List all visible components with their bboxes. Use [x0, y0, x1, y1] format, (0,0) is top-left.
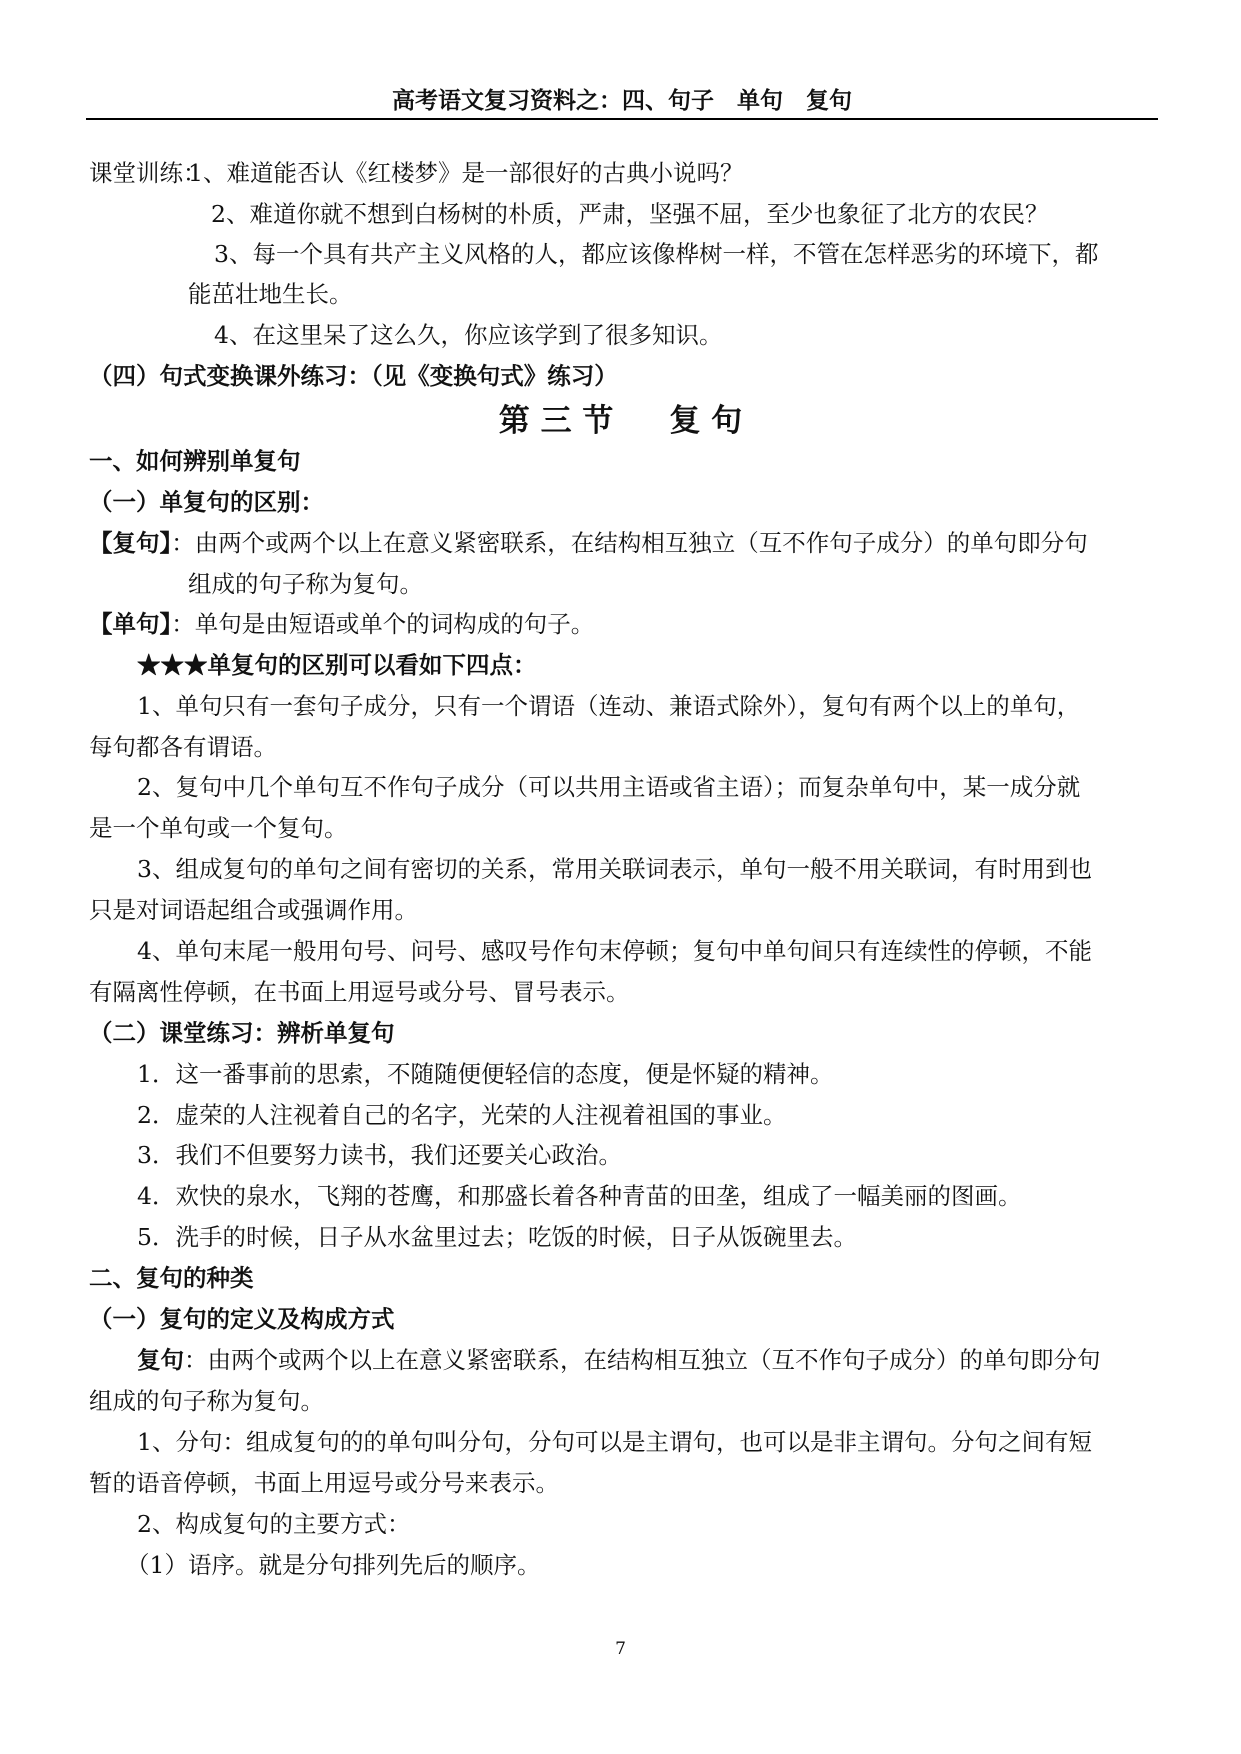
heading-2-1: （一）复句的定义及构成方式: [89, 1305, 395, 1333]
def2-line2: 组成的句子称为复句。: [89, 1387, 324, 1415]
page-header: 高考语文复习资料之：四、句子 单句 复句: [86, 84, 1158, 120]
clause-line1: 1、分句：组成复句的的单句叫分句，分句可以是主谓句，也可以是非主谓句。分句之间有短: [137, 1428, 1092, 1456]
clause-line2: 暂的语音停顿，书面上用逗号或分号来表示。: [89, 1469, 559, 1497]
section-title-name: 复 句: [669, 403, 743, 439]
point-2: 2、复句中几个单句互不作句子成分（可以共用主语或省主语）；而复杂单句中，某一成分就: [137, 773, 1081, 801]
point-1: 1、单句只有一套句子成分，只有一个谓语（连动、兼语式除外），复句有两个以上的单句，: [137, 692, 1081, 720]
def2-term: 复句: [137, 1346, 184, 1374]
page-number: 7: [615, 1639, 626, 1659]
exercise-4: 4．欢快的泉水，飞翔的苍鹰，和那盛长着各种青苗的田垄，组成了一幅美丽的图画。: [137, 1182, 1022, 1210]
def2-text: ：由两个或两个以上在意义紧密联系，在结构相互独立（互不作句子成分）的单句即分句: [184, 1346, 1101, 1374]
def-complex-term: 【复句】: [89, 529, 172, 557]
exercise-3: 3．我们不但要努力读书，我们还要关心政治。: [137, 1141, 622, 1169]
stars-heading: ★★★单复句的区别可以看如下四点：: [137, 651, 537, 679]
practice-item-4: 4、在这里呆了这么久，你应该学到了很多知识。: [214, 321, 723, 349]
def-simple: [89, 609, 594, 639]
exercise-1: 1．这一番事前的思索，不随随便便轻信的态度，便是怀疑的精神。: [137, 1060, 834, 1088]
point-2-cont: 是一个单句或一个复句。: [89, 814, 348, 842]
def-simple-text: ：单句是由短语或单个的词构成的句子。: [171, 610, 595, 638]
def-complex-line1: [89, 528, 1088, 558]
def-complex-line2: 组成的句子称为复句。: [188, 570, 423, 598]
heading-2: 二、复句的种类: [89, 1264, 254, 1292]
point-3-cont: 只是对词语起组合或强调作用。: [89, 896, 418, 924]
practice-label: 课堂训练：: [89, 159, 207, 187]
section-4-heading: （四）句式变换课外练习：（见《变换句式》练习）: [89, 362, 618, 390]
practice-item-3: 3、每一个具有共产主义风格的人，都应该像桦树一样，不管在怎样恶劣的环境下，都: [214, 240, 1099, 268]
def2-line1: [137, 1345, 1101, 1375]
section-title-number: 第 三 节: [498, 403, 614, 439]
exercise-5: 5．洗手的时候，日子从水盆里过去；吃饭的时候，日子从饭碗里去。: [137, 1223, 857, 1251]
ways-heading: 2、构成复句的主要方式：: [137, 1510, 411, 1538]
point-1-cont: 每句都各有谓语。: [89, 733, 277, 761]
heading-1: 一、如何辨别单复句: [89, 447, 301, 475]
point-4-cont: 有隔离性停顿，在书面上用逗号或分号、冒号表示。: [89, 978, 630, 1006]
practice-item-3-cont: 能茁壮地生长。: [188, 280, 353, 308]
section-title: [0, 400, 1241, 442]
point-4: 4、单句末尾一般用句号、问号、感叹号作句末停顿；复句中单句间只有连续性的停顿，不能: [137, 937, 1092, 965]
point-3: 3、组成复句的单句之间有密切的关系，常用关联词表示，单句一般不用关联词，有时用到也: [137, 855, 1092, 883]
heading-1-1: （一）单复句的区别：: [89, 488, 324, 516]
exercise-2: 2．虚荣的人注视着自己的名字，光荣的人注视着祖国的事业。: [137, 1101, 787, 1129]
practice-item-1: 1、难道能否认《红楼梦》是一部很好的古典小说吗？: [188, 159, 744, 187]
def-complex-text: ：由两个或两个以上在意义紧密联系，在结构相互独立（互不作句子成分）的单句即分句: [171, 529, 1088, 557]
def-simple-term: 【单句】: [89, 610, 172, 638]
practice-item-2: 2、难道你就不想到白杨树的朴质，严肃，坚强不屈，至少也象征了北方的农民？: [211, 200, 1049, 228]
heading-1-2: （二）课堂练习：辨析单复句: [89, 1019, 395, 1047]
way-1: （1）语序。就是分句排列先后的顺序。: [126, 1551, 541, 1579]
